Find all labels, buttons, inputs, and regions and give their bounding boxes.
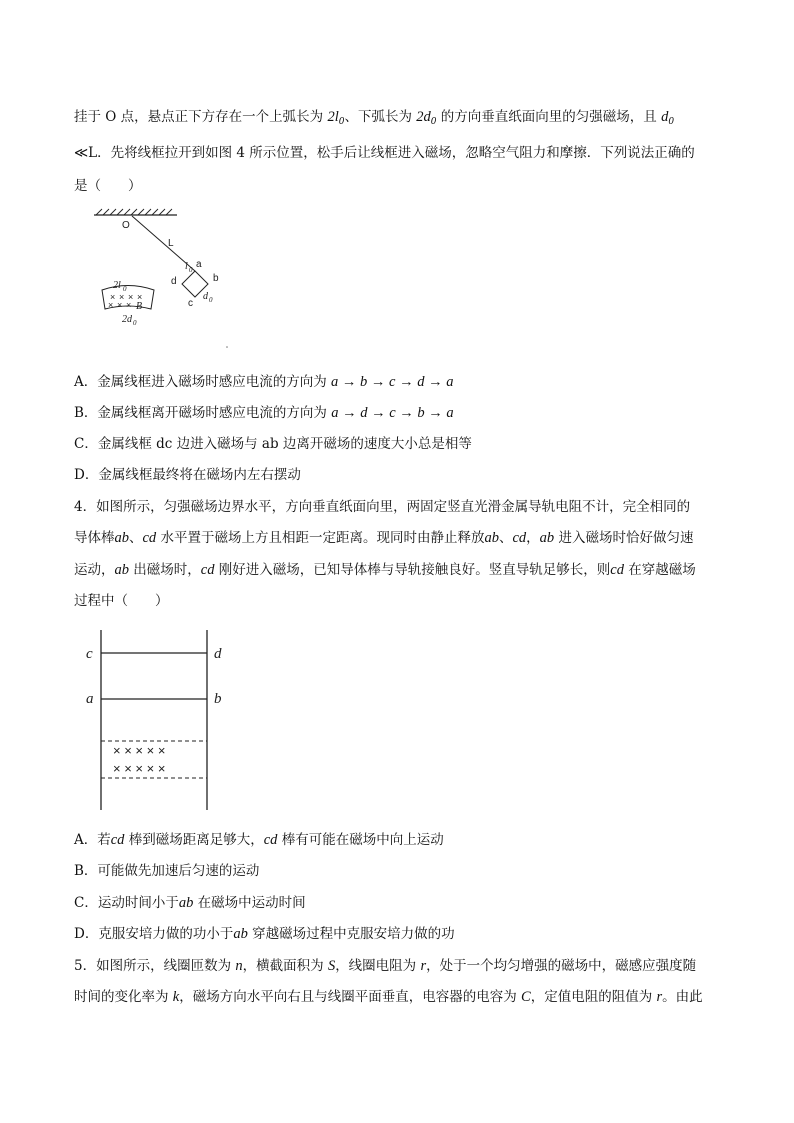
svg-text:×: × <box>110 292 116 302</box>
q3-text-line-2: ≪L．先将线框拉开到如图 4 所示位置，松手后让线框进入磁场，忽略空气阻力和摩擦．下列说法正确的 <box>74 145 695 161</box>
label-d: d <box>171 276 177 287</box>
label-d0-sub: 0 <box>209 296 213 304</box>
label-c: c <box>86 646 93 662</box>
q5-text-line-1: 5．如图所示，线圈匝数为 n，横截面积为 S，线圈电阻为 r，处于一个均匀增强的磁场中，磁感应强度随 <box>74 958 697 974</box>
label-top-arc-sub: 0 <box>123 285 127 293</box>
q3-option-a: A．金属线框进入磁场时感应电流的方向为 a → b → c → d → a <box>74 374 454 390</box>
q4-text-line-1: 4．如图所示，匀强磁场边界水平，方向垂直纸面向里，两固定竖直光滑金属导轨电阻不计，完全相同的 <box>74 499 691 515</box>
q3-option-d: D．金属线框最终将在磁场内左右摆动 <box>74 467 301 483</box>
label-a: a <box>196 259 202 270</box>
ceiling-hatch <box>96 209 172 215</box>
q3-text-line-1: 挂于 O 点，悬点正下方存在一个上弧长为 $2l_0$、下弧长为 $2d_0$ 的方向垂直纸面向里的匀强磁场，且 $d_0$ <box>74 109 675 127</box>
label-c: c <box>188 298 193 309</box>
label-bottom-arc: 2d <box>122 314 132 325</box>
q4-text-line-2: 导体棒ab、cd 水平置于磁场上方且相距一定距离。现同时由静止释放ab、cd，ab 进入磁场时恰好做匀速 <box>74 530 694 546</box>
svg-text:×: × <box>126 300 132 310</box>
q3-option-b: B．金属线框离开磁场时感应电流的方向为 a → d → c → b → a <box>74 405 454 421</box>
q4-option-a: A．若cd 棒到磁场距离足够大，cd 棒有可能在磁场中向上运动 <box>74 832 444 848</box>
label-d0: d <box>203 291 208 302</box>
field-crosses-row-1: × × × × × <box>113 743 166 758</box>
q3-text-line-3: 是（ ） <box>74 178 142 194</box>
q5-text-line-2: 时间的变化率为 k，磁场方向水平向右且与线圈平面垂直，电容器的电容为 C，定值电阻的阻值为 r。由此 <box>74 989 703 1005</box>
label-d: d <box>214 646 222 662</box>
stray-mark <box>226 346 228 348</box>
q4-text-line-4: 过程中（ ） <box>74 593 169 609</box>
label-l: L <box>168 238 174 249</box>
pendulum-loop-figure <box>82 205 242 355</box>
label-o: O <box>122 220 130 231</box>
label-field-b: B <box>136 301 143 312</box>
svg-text:×: × <box>108 300 114 310</box>
q4-option-c: C．运动时间小于ab 在磁场中运动时间 <box>74 895 306 911</box>
label-top-arc: 2l <box>113 280 121 291</box>
label-bottom-arc-sub: 0 <box>133 319 137 327</box>
svg-text:×: × <box>119 292 125 302</box>
field-crosses-row-2: × × × × × <box>113 761 166 776</box>
svg-text:×: × <box>128 292 134 302</box>
label-l0: l <box>185 261 188 272</box>
label-b: b <box>214 691 222 707</box>
q3-option-c: C．金属线框 dc 边进入磁场与 ab 边离开磁场的速度大小总是相等 <box>74 436 472 452</box>
q4-option-d: D．克服安培力做的功小于ab 穿越磁场过程中克服安培力做的功 <box>74 926 455 942</box>
svg-text:×: × <box>137 292 143 302</box>
label-b: b <box>213 273 219 284</box>
rails-figure <box>80 628 240 813</box>
svg-text:×: × <box>117 300 123 310</box>
q4-text-line-3: 运动，ab 出磁场时，cd 刚好进入磁场，已知导体棒与导轨接触良好。竖直导轨足够长，则cd 在穿越磁场 <box>74 562 696 578</box>
label-a: a <box>86 691 94 707</box>
q4-option-b: B．可能做先加速后匀速的运动 <box>74 863 260 879</box>
label-l0-sub: 0 <box>189 266 193 274</box>
